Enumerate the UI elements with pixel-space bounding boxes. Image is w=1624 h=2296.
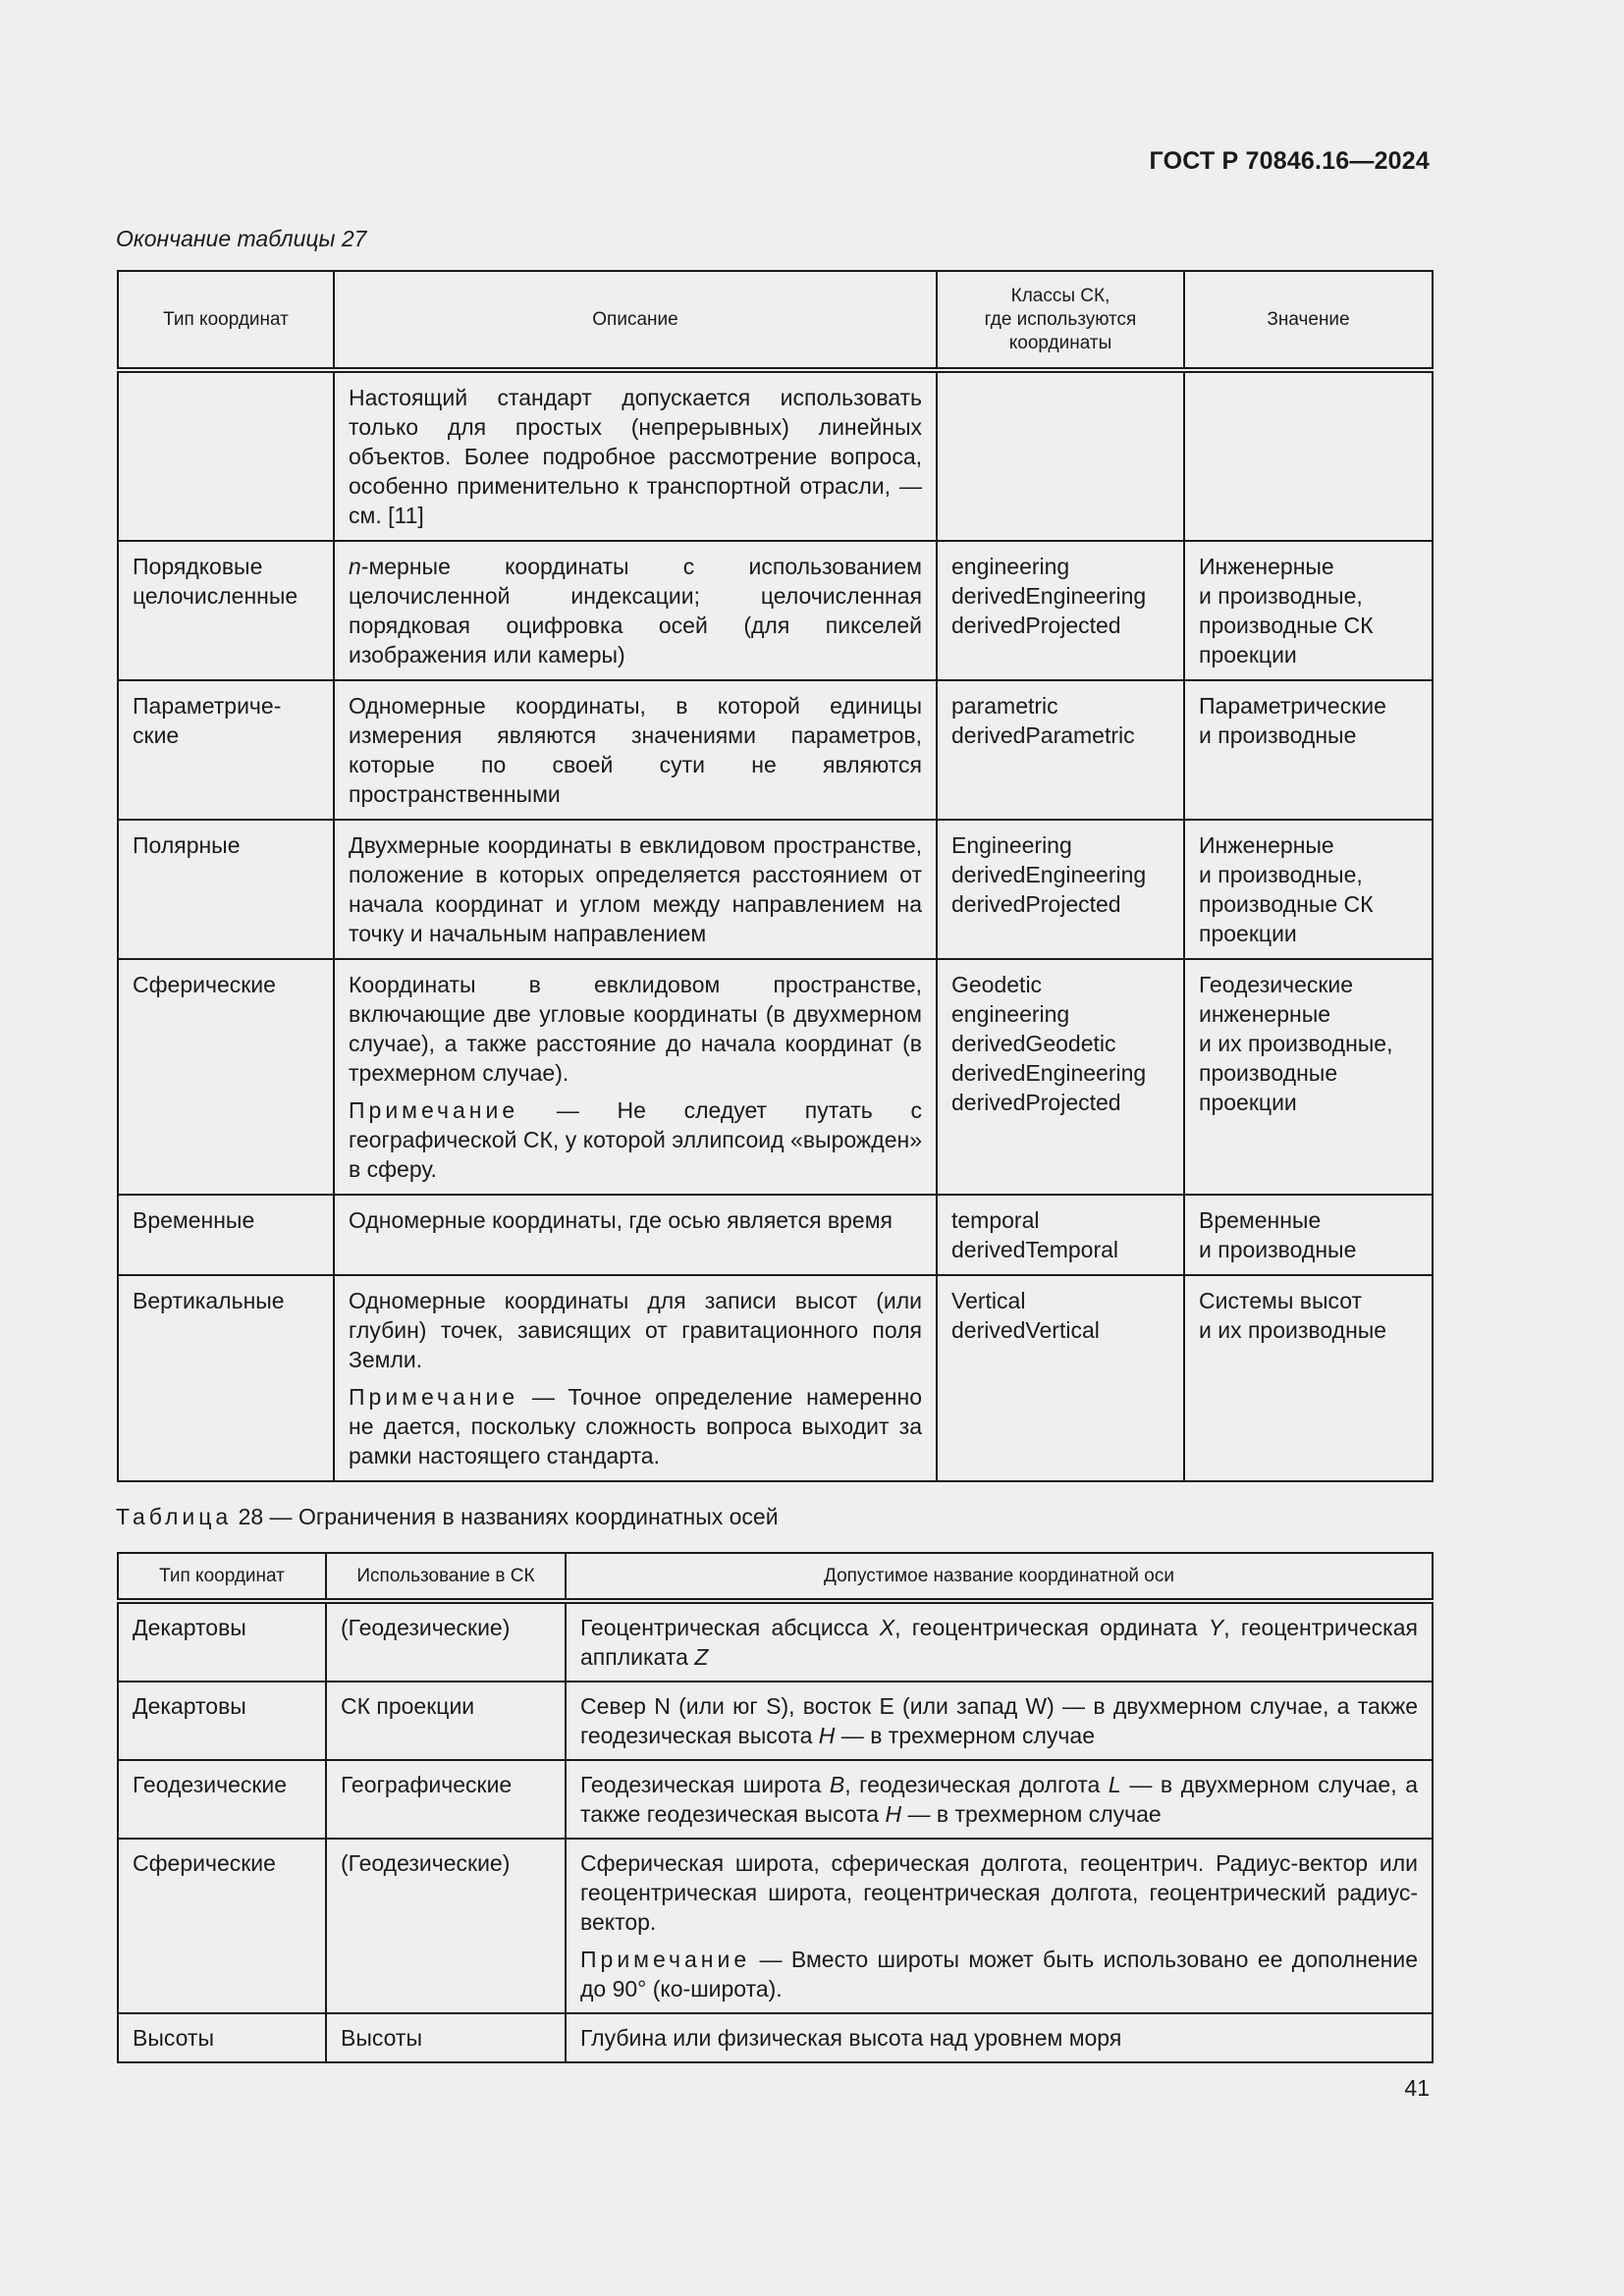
cell-value: Инженерные и производные, производные СК проекции [1184, 541, 1433, 680]
cell-usage: СК проекции [326, 1682, 566, 1760]
cell-classes: Geodetic engineering derivedGeodetic derivedEngineering derivedProjected [937, 959, 1184, 1195]
cell-type: Сферические [118, 1839, 326, 2013]
axis-symbol: H [818, 1723, 836, 1748]
description-text: Настоящий стандарт допускается использовать только для простых (непрерывных) линейных объектов. Более подробное рассмотрение вопроса, особенно применительно к транспортной отрасли, — см. [11] [349, 385, 922, 528]
cell-usage: (Геодезические) [326, 1601, 566, 1682]
table27 [117, 270, 1434, 1482]
cell-description [334, 370, 937, 541]
text-part: , геоцентрическая аппликата [580, 1615, 1418, 1670]
text-part: , геодезическая долгота [844, 1772, 1109, 1797]
description-text: -мерные координаты с использованием целочисленной индексации; целочисленная порядковая оцифровка осей (для пикселей изображения или камеры) [349, 554, 922, 667]
cell-type: Геодезические [118, 1760, 326, 1839]
axis-symbol: Y [1208, 1615, 1224, 1640]
table-row [118, 959, 1433, 1195]
table-row [118, 370, 1433, 541]
table28 [117, 1552, 1434, 2063]
column-header-description: Описание [334, 271, 937, 370]
cell-classes: Engineering derivedEngineering derivedProjected [937, 820, 1184, 959]
note-text: — Точное определение намеренно не дается, поскольку сложность вопроса выходит за рамки настоящего стандарта. [349, 1384, 922, 1468]
table28-caption [116, 1504, 779, 1530]
table28-header-row [118, 1553, 1433, 1601]
column-header-value: Значение [1184, 271, 1433, 370]
table27-header-row [118, 271, 1433, 370]
cell-description [334, 820, 937, 959]
description-text: Одномерные координаты, в которой единицы измерения являются значениями параметров, которые по своей сути не являются пространственными [349, 693, 922, 807]
table-row [118, 1601, 1433, 1682]
table28-caption-label: Таблица [116, 1504, 233, 1529]
text-part: Геодезическая широта [580, 1772, 830, 1797]
text-part: Север N (или юг S), восток E (или запад W) — в двухмерном случае, а также геодезическая высота [580, 1693, 1418, 1748]
text-part: — в трехмерном случае [835, 1723, 1096, 1748]
cell-usage: Высоты [326, 2013, 566, 2062]
table-row [118, 820, 1433, 959]
table28-caption-text: 28 — Ограничения в названиях координатных осей [232, 1504, 779, 1529]
cell-allowed-name [566, 1601, 1433, 1682]
note-text: — Вместо широты может быть использовано ее дополнение до 90° (ко-широта). [580, 1947, 1418, 2002]
cell-type [118, 370, 334, 541]
cell-description [334, 680, 937, 820]
cell-value: Временные и производные [1184, 1195, 1433, 1275]
cell-value [1184, 370, 1433, 541]
cell-description [334, 1195, 937, 1275]
table27-caption: Окончание таблицы 27 [116, 226, 367, 251]
cell-value: Системы высот и их производные [1184, 1275, 1433, 1481]
description-text: Одномерные координаты, где осью является время [349, 1207, 893, 1233]
note-label: Примечание [580, 1947, 751, 1972]
column-header-classes: Классы СК, где используются координаты [937, 271, 1184, 370]
note-label: Примечание [349, 1097, 519, 1123]
column-header-type: Тип координат [118, 271, 334, 370]
cell-type: Декартовы [118, 1682, 326, 1760]
cell-classes [937, 370, 1184, 541]
axis-symbol: X [879, 1615, 895, 1640]
note [349, 1095, 922, 1184]
document-code: ГОСТ Р 70846.16—2024 [1149, 147, 1430, 175]
cell-type: Параметриче- ские [118, 680, 334, 820]
cell-type: Сферические [118, 959, 334, 1195]
text-part: Глубина или физическая высота над уровнем моря [580, 2025, 1122, 2051]
axis-symbol: H [885, 1801, 902, 1827]
cell-classes: engineering derivedEngineering derivedProjected [937, 541, 1184, 680]
table-row [118, 680, 1433, 820]
table-row [118, 1760, 1433, 1839]
column-header-type: Тип координат [118, 1553, 326, 1601]
table-row [118, 1682, 1433, 1760]
text-part: Сферическая широта, сферическая долгота, геоцентрич. Радиус-вектор или геоцентрическая широта, геоцентрическая долгота, геоцентрический радиус-вектор. [580, 1850, 1418, 1935]
table-row [118, 1195, 1433, 1275]
cell-type: Декартовы [118, 1601, 326, 1682]
cell-type: Вертикальные [118, 1275, 334, 1481]
cell-description [334, 541, 937, 680]
table-row [118, 2013, 1433, 2062]
axis-symbol: Z [694, 1644, 709, 1670]
note [349, 1382, 922, 1470]
column-header-allowed-name: Допустимое название координатной оси [566, 1553, 1433, 1601]
text-part: — в трехмерном случае [901, 1801, 1162, 1827]
cell-description [334, 1275, 937, 1481]
cell-classes: Vertical derivedVertical [937, 1275, 1184, 1481]
text-part: — в двухмерном случае, а также геодезическая высота [580, 1772, 1418, 1827]
cell-allowed-name [566, 1839, 1433, 2013]
axis-symbol: B [829, 1772, 845, 1797]
cell-allowed-name [566, 2013, 1433, 2062]
cell-classes: temporal derivedTemporal [937, 1195, 1184, 1275]
cell-value: Геодезические инженерные и их производные, производные проекции [1184, 959, 1433, 1195]
description-text: Координаты в евклидовом пространстве, включающие две угловые координаты (в двухмерном случае), а также расстояние до начала координат (в трехмерном случае). [349, 972, 922, 1086]
cell-allowed-name [566, 1760, 1433, 1839]
page-number: 41 [1404, 2075, 1430, 2101]
cell-usage: Географические [326, 1760, 566, 1839]
cell-description [334, 959, 937, 1195]
cell-type: Высоты [118, 2013, 326, 2062]
description-text: Двухмерные координаты в евклидовом пространстве, положение в которых определяется расстоянием от начала координат и углом между направлением на точку и начальным направлением [349, 832, 922, 946]
cell-type: Временные [118, 1195, 334, 1275]
table-row [118, 1275, 1433, 1481]
cell-value: Инженерные и производные, производные СК проекции [1184, 820, 1433, 959]
cell-value: Параметрические и производные [1184, 680, 1433, 820]
table-row [118, 541, 1433, 680]
cell-allowed-name [566, 1682, 1433, 1760]
cell-classes: parametric derivedParametric [937, 680, 1184, 820]
cell-type: Полярные [118, 820, 334, 959]
description-text: Одномерные координаты для записи высот (или глубин) точек, зависящих от гравитационного поля Земли. [349, 1288, 922, 1372]
description-italic: n [349, 554, 361, 579]
axis-symbol: L [1108, 1772, 1121, 1797]
note [580, 1945, 1418, 2003]
note-text: — Не следует путать с географической СК, у которой эллипсоид «вырожден» в сферу. [349, 1097, 922, 1182]
text-part: Геоцентрическая абсцисса [580, 1615, 880, 1640]
text-part: , геоцентрическая ордината [894, 1615, 1209, 1640]
cell-usage: (Геодезические) [326, 1839, 566, 2013]
note-label: Примечание [349, 1384, 519, 1410]
cell-type: Порядковые целочисленные [118, 541, 334, 680]
column-header-usage: Использование в СК [326, 1553, 566, 1601]
table-row [118, 1839, 1433, 2013]
